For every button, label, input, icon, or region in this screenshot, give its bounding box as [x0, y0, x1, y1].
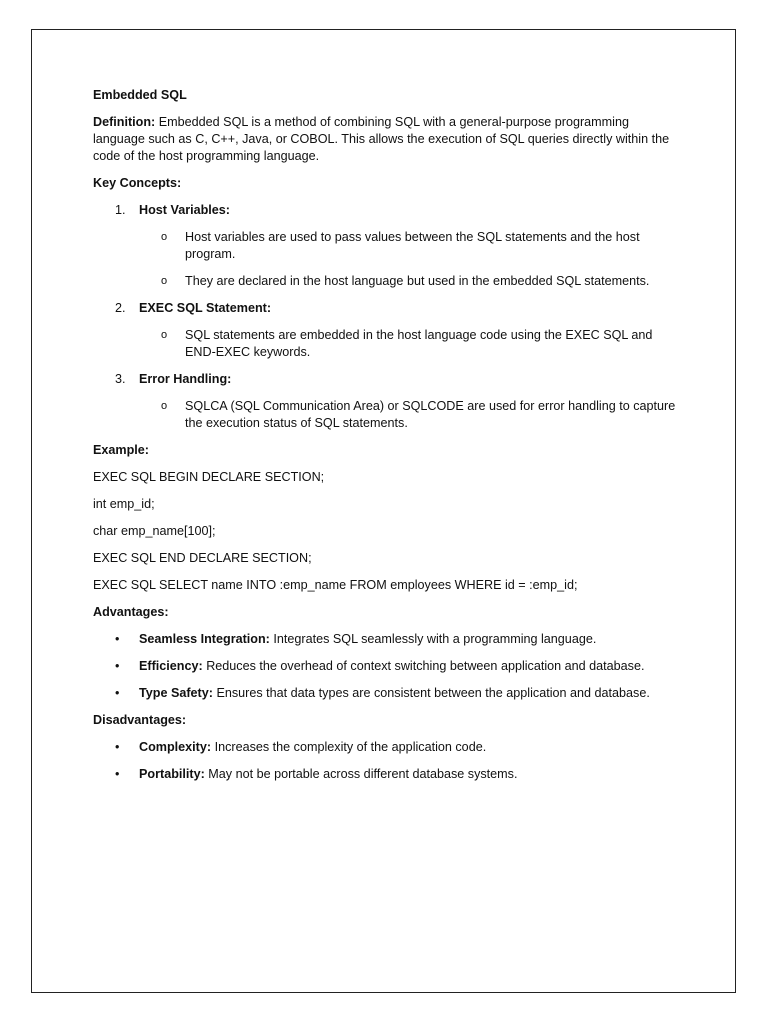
advantage-text: Integrates SQL seamlessly with a programming language.: [269, 632, 597, 646]
disadvantage-label: Portability:: [139, 767, 205, 781]
key-concepts-list: [93, 202, 683, 432]
advantage-item: [93, 658, 683, 675]
advantage-text: Ensures that data types are consistent between the application and database.: [212, 686, 650, 700]
concept-label: EXEC SQL Statement:: [139, 301, 272, 315]
disadvantage-item: [93, 766, 683, 783]
sub-bullet-item: [139, 398, 683, 432]
advantages-heading: Advantages:: [93, 605, 169, 619]
sub-bullet-marker: o: [161, 400, 168, 412]
example-heading: Example:: [93, 443, 149, 457]
advantages-list: [93, 631, 683, 702]
concept-label: Error Handling:: [139, 372, 232, 386]
concept-item: [93, 300, 683, 361]
definition-paragraph: [93, 114, 683, 165]
concept-item: [93, 371, 683, 432]
concept-number: 3.: [115, 372, 126, 386]
sub-bullet-marker: o: [161, 329, 168, 341]
sub-bullet-text: SQL statements are embedded in the host language code using the EXEC SQL and END-EXEC keywords.: [185, 328, 653, 359]
advantage-item: [93, 685, 683, 702]
code-line: EXEC SQL BEGIN DECLARE SECTION;: [93, 470, 325, 484]
disadvantage-label: Complexity:: [139, 740, 212, 754]
document-title: Embedded SQL: [93, 88, 187, 102]
sub-bullet-item: [139, 229, 683, 263]
code-line: EXEC SQL SELECT name INTO :emp_name FROM employees WHERE id = :emp_id;: [93, 578, 578, 592]
code-line: EXEC SQL END DECLARE SECTION;: [93, 551, 312, 565]
advantage-label: Seamless Integration:: [139, 632, 270, 646]
sub-bullet-item: [139, 327, 683, 361]
bullet-marker: •: [115, 767, 120, 781]
sub-bullet-text: Host variables are used to pass values between the SQL statements and the host program.: [185, 230, 640, 261]
sub-bullet-text: They are declared in the host language but used in the embedded SQL statements.: [185, 274, 650, 288]
concept-sub-list: [139, 229, 683, 290]
disadvantages-list: [93, 739, 683, 783]
concept-item: [93, 202, 683, 290]
concept-sub-list: [139, 327, 683, 361]
code-line: int emp_id;: [93, 497, 155, 511]
key-concepts-heading: Key Concepts:: [93, 176, 182, 190]
concept-label: Host Variables:: [139, 203, 230, 217]
definition-text: Embedded SQL is a method of combining SQL with a general-purpose programming language such as C, C++, Java, or COBOL. This allows the execution of SQL queries directly within the code of the host programming language.: [93, 115, 670, 163]
sub-bullet-marker: o: [161, 231, 168, 243]
document-body: [93, 87, 683, 793]
advantage-label: Type Safety:: [139, 686, 213, 700]
concept-number: 2.: [115, 301, 126, 315]
advantage-text: Reduces the overhead of context switching between application and database.: [202, 659, 645, 673]
disadvantages-heading: Disadvantages:: [93, 713, 187, 727]
definition-label: Definition:: [93, 115, 156, 129]
concept-number: 1.: [115, 203, 126, 217]
concept-sub-list: [139, 398, 683, 432]
bullet-marker: •: [115, 686, 120, 700]
disadvantage-item: [93, 739, 683, 756]
code-line: char emp_name[100];: [93, 524, 216, 538]
sub-bullet-item: [139, 273, 683, 290]
bullet-marker: •: [115, 740, 120, 754]
sub-bullet-marker: o: [161, 275, 168, 287]
bullet-marker: •: [115, 632, 120, 646]
disadvantage-text: May not be portable across different database systems.: [204, 767, 518, 781]
disadvantage-text: Increases the complexity of the application code.: [211, 740, 487, 754]
bullet-marker: •: [115, 659, 120, 673]
sub-bullet-text: SQLCA (SQL Communication Area) or SQLCODE are used for error handling to capture the execution status of SQL statements.: [185, 399, 676, 430]
advantage-item: [93, 631, 683, 648]
document-page: [31, 29, 736, 993]
advantage-label: Efficiency:: [139, 659, 203, 673]
